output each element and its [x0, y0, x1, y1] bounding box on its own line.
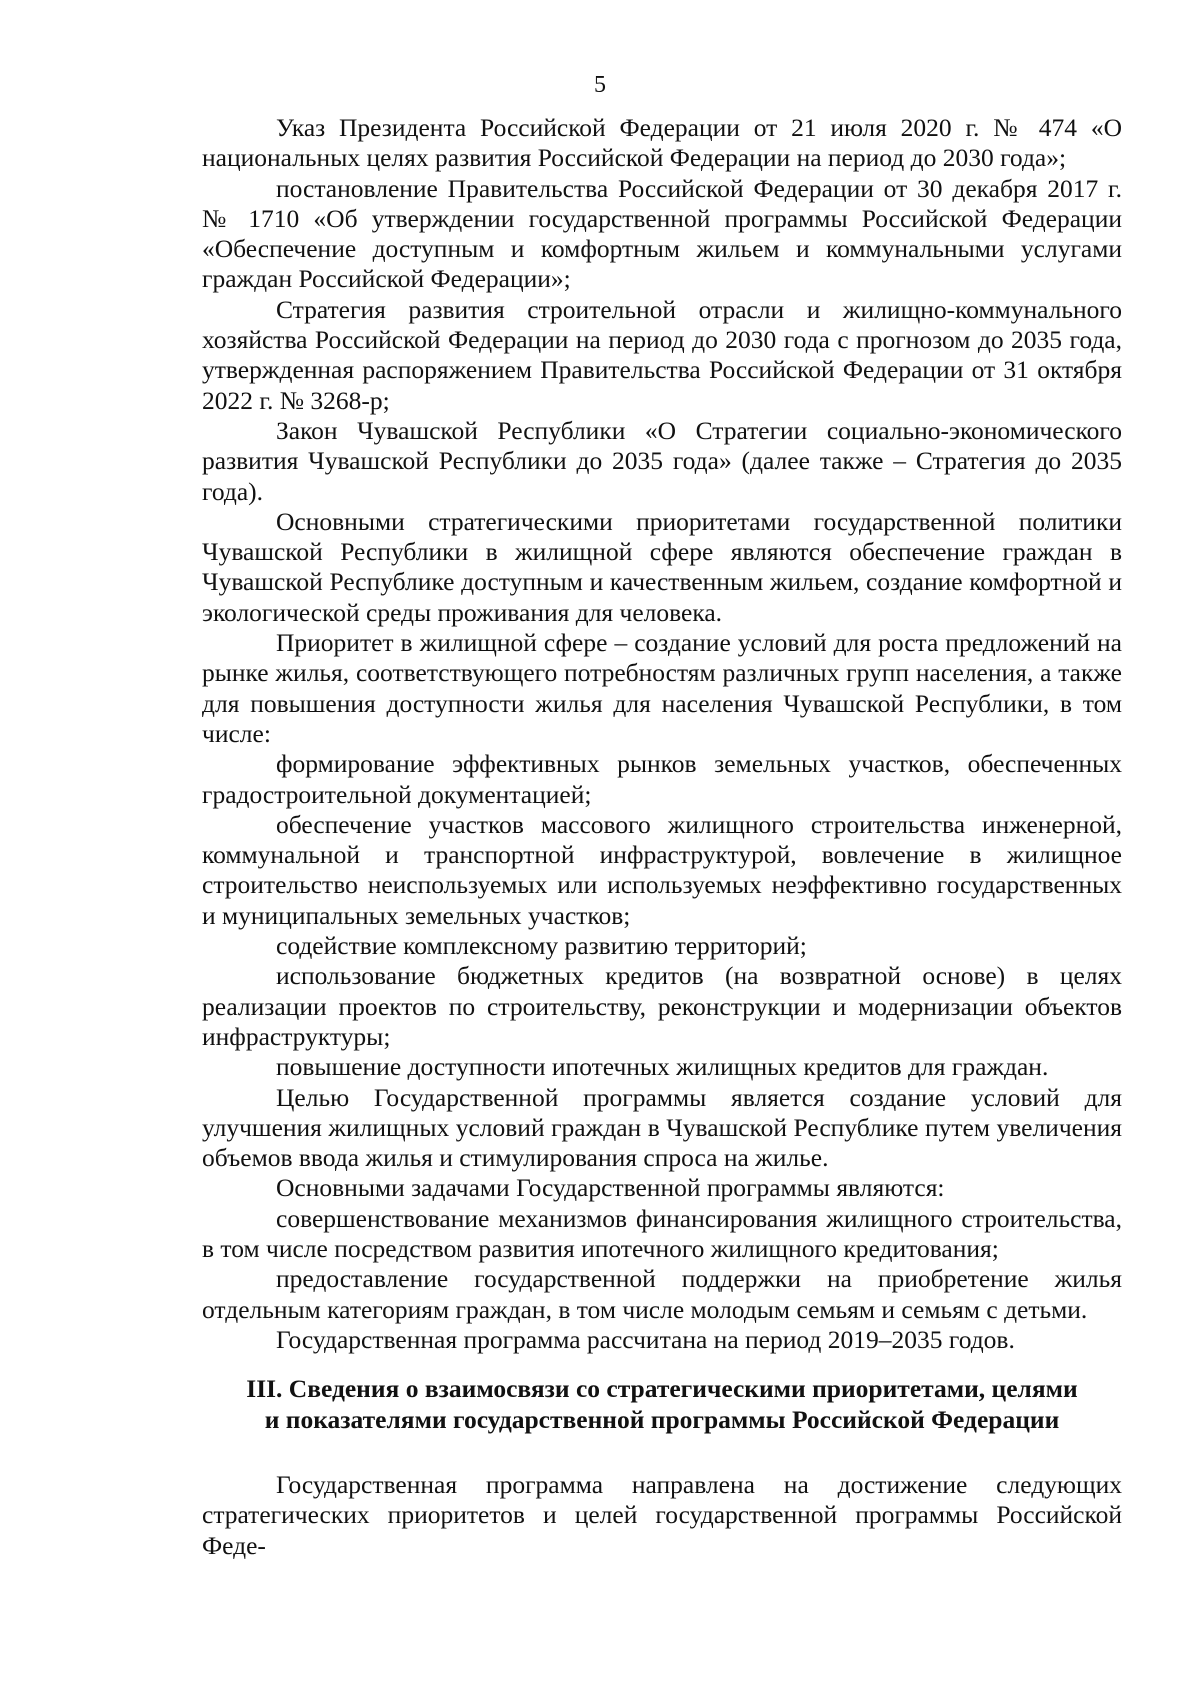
paragraph-construction-strategy: Стратегия развития строительной отрасли и жилищно-коммунального хозяйства Российской Федерации на период до 2030 года с прогнозом до 2035 года, утвержденная распоряжением Правительства Российской Федерации от 31 октября 2022 г. № 3268-р; [202, 294, 1122, 415]
body-text [202, 113, 1122, 1355]
paragraph-decree-474: Указ Президента Российской Федерации от 21 июля 2020 г. № 474 «О национальных целях развития Российской Федерации на период до 2030 года»; [202, 113, 1122, 173]
list-item-infrastructure: обеспечение участков массового жилищного строительства инженерной, коммунальной и транспортной инфраструктурой, вовлечение в жилищное строительство неиспользуемых или используемых неэффективно государственных и муниципальных земельных участков; [202, 809, 1122, 930]
section-body-text [202, 1470, 1122, 1561]
paragraph-resolution-1710: постановление Правительства Российской Федерации от 30 декабря 2017 г. № 1710 «Об утверждении государственной программы Российской Федерации «Обеспечение доступным и комфортным жильем и коммунальными услугами граждан Российской Федерации»; [202, 173, 1122, 294]
list-item-state-support: предоставление государственной поддержки на приобретение жилья отдельным категориям граждан, в том числе молодым семьям и семьям с детьми. [202, 1264, 1122, 1324]
section-heading [202, 1373, 1122, 1435]
paragraph-program-goal: Целью Государственной программы является создание условий для улучшения жилищных условий граждан в Чувашской Республике путем увеличения объемов ввода жилья и стимулирования спроса на жилье. [202, 1082, 1122, 1173]
list-item-budget-credits: использование бюджетных кредитов (на возвратной основе) в целях реализации проектов по строительству, реконструкции и модернизации объектов инфраструктуры; [202, 961, 1122, 1051]
paragraph-chuvash-law: Закон Чувашской Республики «О Стратегии социально-экономического развития Чувашской Республики до 2035 года» (далее также – Стратегия до 2035 года). [202, 415, 1122, 506]
list-item-land-markets: формирование эффективных рынков земельных участков, обеспеченных градостроительной документацией; [202, 749, 1122, 809]
paragraph-housing-priority: Приоритет в жилищной сфере – создание условий для роста предложений на рынке жилья, соответствующего потребностям различных групп населения, а также для повышения доступности жилья для населения Чувашской Республики, в том числе: [202, 628, 1122, 748]
paragraph-strategic-priorities: Основными стратегическими приоритетами государственной политики Чувашской Республики в жилищной сфере являются обеспечение граждан в Чувашской Республике доступным и качественным жильем, создание комфортной и экологической среды проживания для человека. [202, 506, 1122, 627]
page-number: 5 [594, 72, 606, 98]
paragraph-program-tasks: Основными задачами Государственной программы являются: [276, 1173, 945, 1203]
paragraph-program-direction: Государственная программа направлена на достижение следующих стратегических приоритетов и целей государственной программы Российской Феде- [202, 1470, 1122, 1560]
list-item-territory-development: содействие комплексному развитию территорий; [276, 931, 807, 961]
list-item-mortgage-access: повышение доступности ипотечных жилищных кредитов для граждан. [276, 1052, 1049, 1082]
section-heading-line-1: III. Сведения о взаимосвязи со стратегическими приоритетами, целями [246, 1374, 1078, 1403]
list-item-financing-mechanisms: совершенствование механизмов финансирования жилищного строительства, в том числе посредством развития ипотечного жилищного кредитования; [202, 1203, 1122, 1263]
section-heading-line-2: и показателями государственной программы Российской Федерации [264, 1405, 1060, 1434]
paragraph-program-period: Государственная программа рассчитана на период 2019–2035 годов. [276, 1324, 1015, 1354]
